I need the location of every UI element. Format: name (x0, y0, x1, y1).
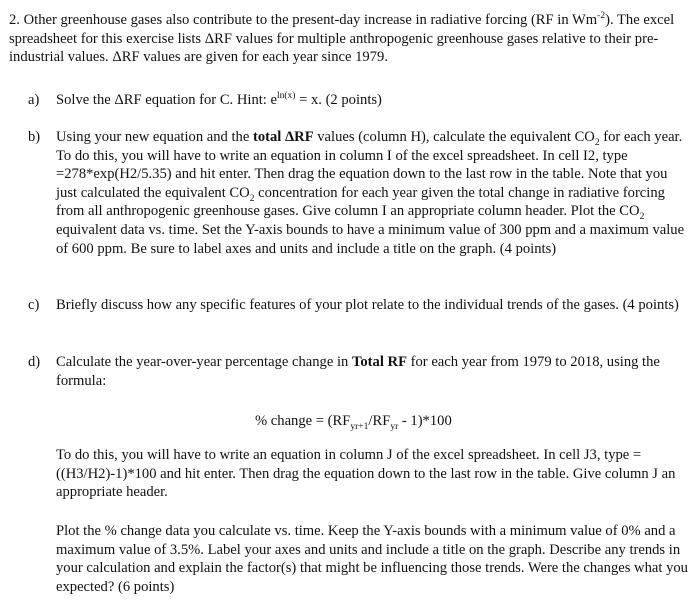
part-b-bold: total ΔRF (252, 129, 314, 145)
part-a-label: a) (28, 92, 40, 108)
part-b-t2: values (column H), calculate the equivalent CO (313, 129, 595, 145)
part-d-t2: for each year from 1979 to 2018, using the formula: (56, 354, 660, 389)
formula-sub-yr-plus-1: yr+1 (350, 421, 369, 432)
part-a-superscript: ln(x) (276, 91, 296, 102)
part-d-bold: Total RF (351, 354, 407, 370)
formula-end: - 1)*100 (398, 413, 452, 429)
part-d-label: d) (28, 354, 41, 370)
formula-start: % change = (RF (255, 413, 351, 429)
intro-body: The excel spreadsheet for this exercise lists ΔRF values for multiple anthropogenic greenhouse gases relative to their pre-industrial values. ΔRF values are given for each year since 1979. (9, 12, 675, 66)
part-b-text (56, 128, 690, 258)
part-c-text: Briefly discuss how any specific features of your plot relate to the individual trends of the gases. (4 points) (56, 297, 679, 313)
formula-mid: /RF (368, 413, 391, 429)
part-a-text-start: Solve the ΔRF equation for C. Hint: e (56, 92, 277, 108)
part-b-sub3: 2 (639, 212, 645, 223)
part-b-sub2: 2 (249, 193, 255, 204)
question-intro (9, 11, 695, 67)
part-a-text (56, 91, 382, 110)
part-d-plot-instructions: Plot the % change data you calculate vs. time. Keep the Y-axis bounds with a minimum value of 0% and a maximum value of 3.5%. Label your axes and units and include a title on the graph. Describe any trends in your calculation and explain the factor(s) that might be influencing those trends. Were the changes what you expected? (6 points) (56, 523, 688, 595)
part-b-label: b) (28, 129, 41, 145)
part-d-text (56, 353, 690, 390)
part-b-t4: concentration for each year given the total change in radiative forcing from all anthropogenic greenhouse gases. Give column I an appropriate column header. Plot the CO (56, 184, 665, 220)
part-d-t1: Calculate the year-over-year percentage change in (56, 354, 352, 370)
part-d-instructions: To do this, you will have to write an equation in column J of the excel spreadsheet. In cell J3, type =((H3/H2)-1)*100 and hit enter. Then drag the equation down to the last row in the table. Give column J an appropriate header. (56, 447, 676, 501)
intro-line-1-end: ). (605, 12, 614, 28)
intro-superscript: -2 (597, 11, 606, 22)
part-b-t5: equivalent data vs. time. Set the Y-axis bounds to have a minimum value of 300 ppm and a maximum value of 600 ppm. Be sure to label axes and units and include a title on the graph. (4 points) (56, 221, 685, 257)
part-b-t3: for each year. To do this, you will have to write an equation in column I of the excel spreadsheet. In cell I2, type =278*exp(H2/5.35) and hit enter. Then drag the equation down to the last row in the table. Note that you just calculated the equivalent CO (56, 129, 683, 201)
part-c-label: c) (28, 297, 40, 313)
intro-line-1: 2. Other greenhouse gases also contribute to the present-day increase in radiative forcing (RF in Wm (9, 12, 598, 28)
part-a-text-end: = x. (2 points) (295, 92, 382, 108)
part-b-t1: Using your new equation and the (56, 129, 253, 145)
percent-change-formula (255, 412, 452, 431)
formula-sub-yr: yr (390, 421, 399, 432)
part-b-sub1: 2 (594, 137, 600, 148)
